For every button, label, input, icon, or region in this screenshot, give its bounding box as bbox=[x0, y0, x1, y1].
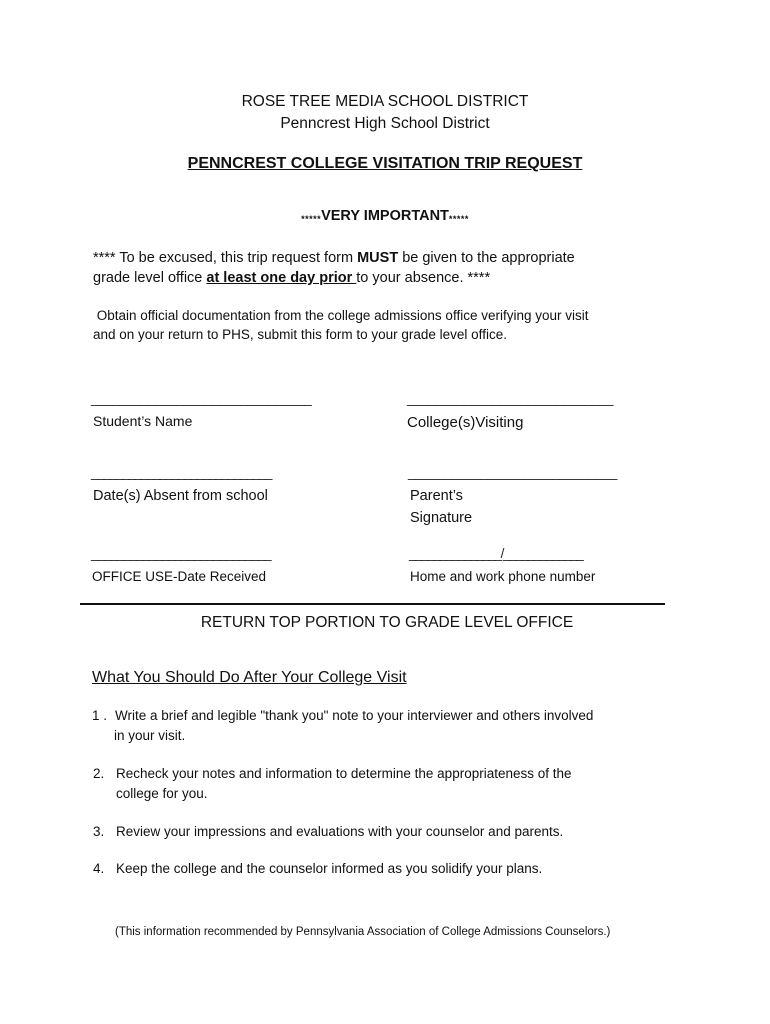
stars-left: ***** bbox=[301, 214, 322, 224]
list-item-text: Write a brief and legible "thank you" note to your interviewer and others involved bbox=[115, 708, 594, 723]
list-item-text: Recheck your notes and information to determine the appropriateness of the bbox=[116, 766, 572, 781]
parent-label-1: Parent’s bbox=[410, 488, 463, 504]
parent-signature-line[interactable]: _____________________________ bbox=[408, 465, 618, 480]
list-item-number: 2. bbox=[93, 766, 105, 781]
notice-end: to your absence. **** bbox=[356, 270, 491, 286]
list-item-text: Review your impressions and evaluations with your counselor and parents. bbox=[116, 824, 564, 839]
instructions-line-2: and on your return to PHS, submit this form to your grade level office. bbox=[93, 327, 507, 342]
instructions-line-1: Obtain official documentation from the college admissions office verifying your visit bbox=[93, 308, 589, 323]
notice-emphasis: at least one day prior bbox=[206, 270, 357, 286]
office-date-line[interactable]: ____________________________ bbox=[91, 546, 271, 561]
list-item bbox=[93, 859, 542, 879]
dates-absent-line[interactable]: _____________________________ bbox=[91, 465, 272, 480]
cut-divider bbox=[80, 603, 665, 605]
parent-label-2: Signature bbox=[410, 510, 473, 526]
list-item-number: 4. bbox=[93, 861, 105, 876]
list-item-number: 3. bbox=[93, 824, 105, 839]
list-item bbox=[93, 764, 572, 784]
school-name: Penncrest High School District bbox=[280, 115, 490, 132]
colleges-visiting-label: College(s)Visiting bbox=[407, 414, 524, 431]
notice-line-1 bbox=[93, 248, 575, 268]
return-instruction: RETURN TOP PORTION TO GRADE LEVEL OFFICE bbox=[200, 614, 574, 631]
list-item-continuation: college for you. bbox=[116, 786, 208, 801]
phone-number-line[interactable]: _______________/_____________ bbox=[409, 546, 583, 561]
district-name: ROSE TREE MEDIA SCHOOL DISTRICT bbox=[241, 93, 529, 110]
notice-prefix: **** To be excused, this trip request form bbox=[93, 250, 358, 266]
list-item-continuation: in your visit. bbox=[114, 728, 186, 743]
list-item-number: 1 . bbox=[92, 708, 108, 723]
notice-must: MUST bbox=[357, 250, 399, 266]
notice-line-2 bbox=[93, 268, 490, 288]
office-date-label: OFFICE USE-Date Received bbox=[92, 569, 267, 584]
colleges-visiting-line[interactable]: _____________________________ bbox=[407, 391, 614, 406]
dates-absent-label: Date(s) Absent from school bbox=[93, 488, 268, 504]
student-name-line[interactable]: _______________________________ bbox=[91, 391, 312, 406]
list-item-text: Keep the college and the counselor informed as you solidify your plans. bbox=[116, 861, 543, 876]
list-item bbox=[92, 706, 593, 726]
list-item bbox=[93, 822, 563, 842]
phone-number-label: Home and work phone number bbox=[410, 569, 596, 584]
after-visit-heading: What You Should Do After Your College Visit bbox=[92, 669, 407, 686]
source-footnote: (This information recommended by Pennsylvania Association of College Admissions Counselors.) bbox=[115, 926, 611, 938]
notice-mid: be given to the appropriate bbox=[398, 250, 575, 266]
very-important-label: VERY IMPORTANT bbox=[321, 208, 449, 224]
form-title: PENNCREST COLLEGE VISITATION TRIP REQUEST bbox=[187, 155, 583, 172]
stars-right: ***** bbox=[448, 214, 469, 224]
very-important-banner bbox=[0, 208, 770, 224]
student-name-label: Student’s Name bbox=[93, 413, 193, 429]
notice-line2-start: grade level office bbox=[93, 270, 207, 286]
